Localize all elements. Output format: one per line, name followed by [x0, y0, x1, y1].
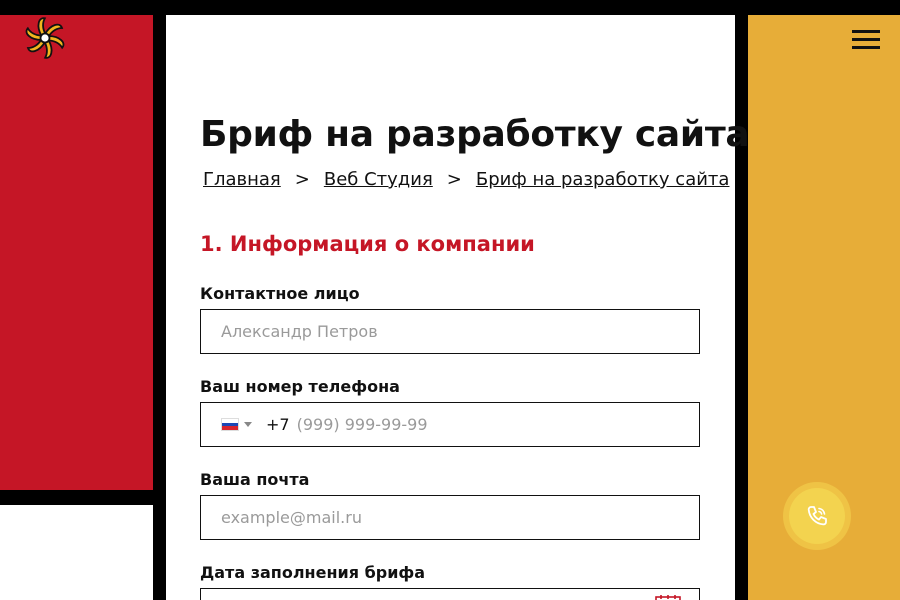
date-field[interactable]	[200, 588, 700, 600]
left-red-panel	[0, 15, 153, 490]
breadcrumb-home-link[interactable]: Главная	[203, 169, 281, 190]
section-title: 1. Информация о компании	[200, 232, 535, 256]
email-label: Ваша почта	[200, 470, 310, 489]
breadcrumb-webstudio-link[interactable]: Веб Студия	[323, 169, 433, 190]
phone-icon	[804, 503, 830, 529]
country-selector[interactable]	[201, 403, 252, 446]
russia-flag-icon	[221, 418, 239, 431]
page-title: Бриф на разработку сайта	[200, 114, 750, 155]
dial-code: +7	[266, 415, 290, 434]
contact-person-input[interactable]	[201, 310, 699, 353]
flower-logo-icon[interactable]	[22, 15, 68, 61]
contact-person-field	[200, 309, 700, 354]
phone-input[interactable]	[290, 403, 699, 446]
call-button[interactable]	[783, 482, 851, 550]
email-input[interactable]	[201, 496, 699, 539]
left-white-panel	[0, 505, 153, 600]
email-field	[200, 495, 700, 540]
calendar-icon[interactable]	[655, 595, 681, 600]
breadcrumb-separator: >	[294, 169, 310, 190]
phone-label: Ваш номер телефона	[200, 377, 400, 396]
breadcrumb-current-link[interactable]: Бриф на разработку сайта	[475, 169, 730, 190]
breadcrumb-separator: >	[446, 169, 462, 190]
breadcrumb	[203, 169, 729, 190]
contact-person-label: Контактное лицо	[200, 284, 360, 303]
date-label: Дата заполнения брифа	[200, 563, 426, 582]
phone-field	[200, 402, 700, 447]
caret-down-icon	[244, 422, 252, 427]
hamburger-menu-icon[interactable]	[852, 30, 880, 50]
